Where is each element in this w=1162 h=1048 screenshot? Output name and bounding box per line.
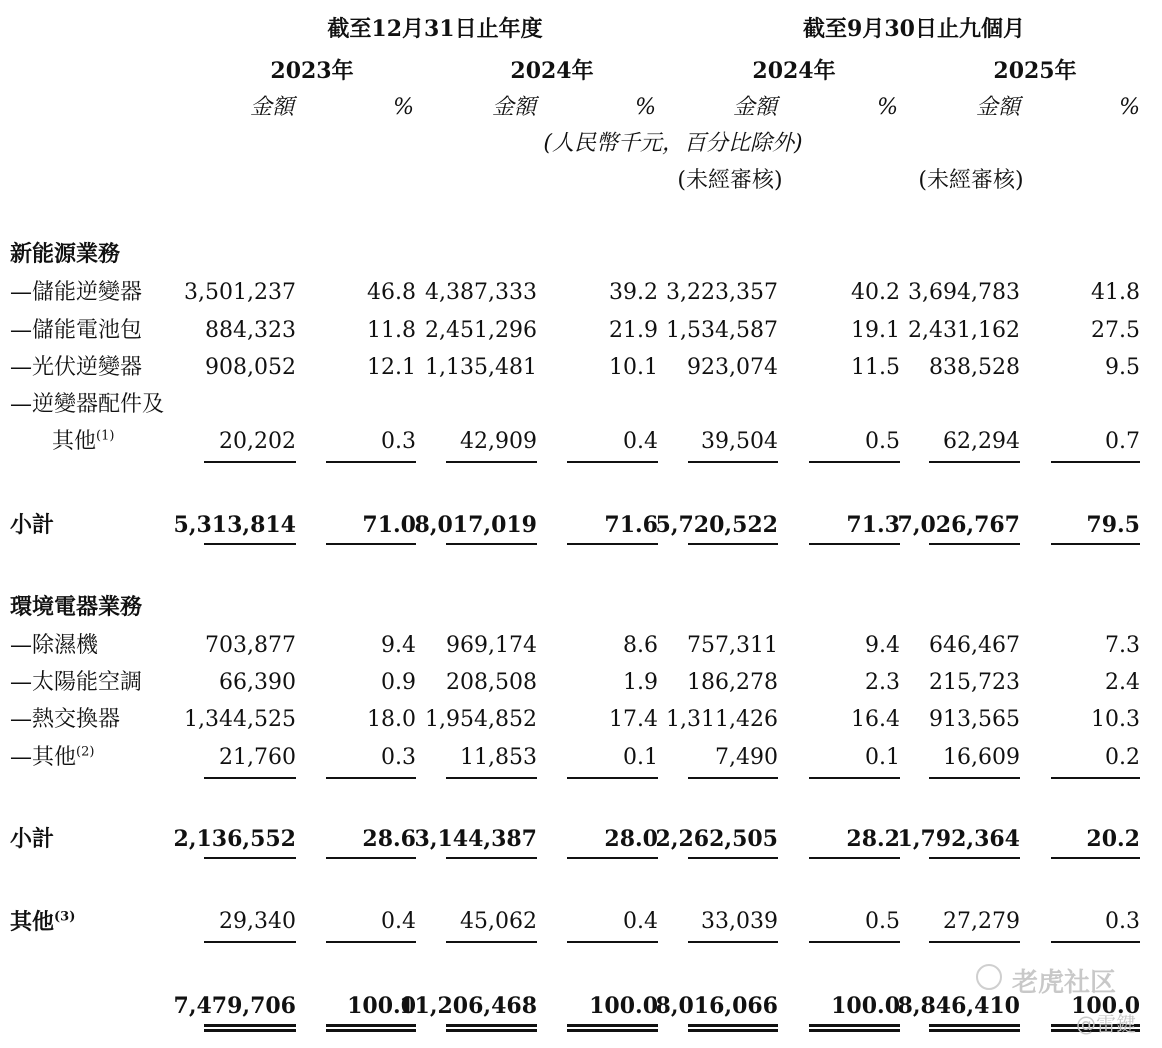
total-row-col-8: 100.0	[1071, 993, 1140, 1019]
appliance-row-1-col-2: 9.4	[381, 633, 416, 658]
appliance-row-1-col-7: 646,467	[929, 633, 1020, 658]
rule-after-subtotal-1-6	[809, 543, 900, 545]
others-row-col-2: 0.4	[381, 909, 416, 934]
new-energy-row-3-col-8: 9.5	[1105, 355, 1140, 380]
subtotal-new-energy-col-4: 71.6	[604, 512, 658, 538]
rule-double-total-4	[567, 1024, 658, 1032]
appliance-other-row-col-6: 0.1	[865, 745, 900, 770]
rule-after-others-1	[204, 941, 296, 943]
header-unaudited-1: (未經審核)	[677, 168, 783, 193]
appliance-row-3-col-5: 1,311,426	[666, 707, 778, 732]
accessory-row-col-3: 42,909	[460, 429, 537, 454]
new-energy-row-3-col-4: 10.1	[609, 355, 658, 380]
others-row-col-4: 0.4	[623, 909, 658, 934]
rule-after-others-6	[809, 941, 900, 943]
appliance-row-2-col-2: 0.9	[381, 670, 416, 695]
appliance-row-2-col-7: 215,723	[929, 670, 1020, 695]
rule-after-subtotal-2-2	[326, 857, 416, 859]
appliance-row-3-col-1: 1,344,525	[184, 707, 296, 732]
header-year-2023: 2023年	[270, 58, 354, 84]
rule-after-subtotal-2-1	[204, 857, 296, 859]
appliance-row-3-col-2: 18.0	[367, 707, 416, 732]
header-group-fy: 截至12月31日止年度	[327, 16, 543, 42]
new-energy-row-2-col-1: 884,323	[205, 318, 296, 343]
new-energy-row-3-col-5: 923,074	[687, 355, 778, 380]
rule-double-total-5	[688, 1024, 778, 1032]
row-label-new-energy-1: —儲能逆變器	[10, 280, 143, 305]
header-amount-4: 金額	[975, 95, 1020, 120]
header-pct-4: %	[1119, 95, 1140, 120]
footnote-3: (3)	[54, 909, 76, 925]
appliance-other-row-col-1: 21,760	[219, 745, 296, 770]
new-energy-row-3-col-7: 838,528	[929, 355, 1020, 380]
appliance-row-3-col-7: 913,565	[929, 707, 1020, 732]
new-energy-row-1-col-7: 3,694,783	[908, 280, 1020, 305]
subtotal-appliance-col-8: 20.2	[1086, 826, 1140, 852]
appliance-row-3-col-3: 1,954,852	[425, 707, 537, 732]
others-row-col-3: 45,062	[460, 909, 537, 934]
rule-double-total-1	[204, 1024, 296, 1032]
appliance-other-row-col-5: 7,490	[715, 745, 778, 770]
rule-before-subtotal-2-4	[567, 777, 658, 779]
accessory-row-col-1: 20,202	[219, 429, 296, 454]
rule-after-subtotal-1-1	[204, 543, 296, 545]
appliance-row-2-col-6: 2.3	[865, 670, 900, 695]
subtotal-appliance-col-3: 3,144,387	[414, 826, 537, 852]
subtotal-new-energy-col-7: 7,026,767	[897, 512, 1020, 538]
subtotal-label-new-energy: 小計	[10, 512, 55, 538]
total-row-col-3: 11,206,468	[399, 993, 537, 1019]
subtotal-label-appliance: 小計	[10, 826, 55, 852]
header-year-2024-9m: 2024年	[752, 58, 836, 84]
new-energy-row-1-col-5: 3,223,357	[666, 280, 778, 305]
accessory-row-col-7: 62,294	[943, 429, 1020, 454]
others-row-col-1: 29,340	[219, 909, 296, 934]
new-energy-row-2-col-2: 11.8	[367, 318, 416, 343]
row-label-appliance-2: —太陽能空調	[10, 670, 143, 695]
subtotal-appliance-col-5: 2,262,505	[655, 826, 778, 852]
rule-before-subtotal-1-3	[446, 461, 537, 463]
rule-before-subtotal-1-1	[204, 461, 296, 463]
total-row-col-6: 100.0	[831, 993, 900, 1019]
new-energy-row-1-col-1: 3,501,237	[184, 280, 296, 305]
subtotal-appliance-col-7: 1,792,364	[897, 826, 1020, 852]
rule-after-subtotal-1-3	[446, 543, 537, 545]
watermark-logo-icon	[976, 964, 1002, 990]
others-row-col-7: 27,279	[943, 909, 1020, 934]
row-label-accessory-line2: 其他$^{(1)}$	[52, 428, 115, 454]
appliance-other-row-col-8: 0.2	[1105, 745, 1140, 770]
rule-before-subtotal-2-1	[204, 777, 296, 779]
appliance-row-1-col-5: 757,311	[687, 633, 778, 658]
appliance-other-row-col-3: 11,853	[460, 745, 537, 770]
new-energy-row-2-col-8: 27.5	[1091, 318, 1140, 343]
rule-after-others-3	[446, 941, 537, 943]
appliance-row-1-col-3: 969,174	[446, 633, 537, 658]
rule-after-subtotal-1-4	[567, 543, 658, 545]
rule-after-subtotal-1-7	[929, 543, 1020, 545]
rule-after-others-5	[688, 941, 778, 943]
header-pct-3: %	[877, 95, 898, 120]
appliance-other-row-col-2: 0.3	[381, 745, 416, 770]
new-energy-row-3-col-1: 908,052	[205, 355, 296, 380]
rule-after-subtotal-2-5	[688, 857, 778, 859]
header-pct-2: %	[635, 95, 656, 120]
rule-before-subtotal-2-8	[1051, 777, 1140, 779]
new-energy-row-1-col-6: 40.2	[851, 280, 900, 305]
header-amount-1: 金額	[249, 95, 294, 120]
rule-after-others-2	[326, 941, 416, 943]
others-row-col-6: 0.5	[865, 909, 900, 934]
header-pct-1: %	[393, 95, 414, 120]
new-energy-row-2-col-6: 19.1	[851, 318, 900, 343]
subtotal-appliance-col-6: 28.2	[846, 826, 900, 852]
rule-before-subtotal-2-3	[446, 777, 537, 779]
new-energy-row-2-col-4: 21.9	[609, 318, 658, 343]
rule-before-subtotal-2-5	[688, 777, 778, 779]
new-energy-row-1-col-3: 4,387,333	[425, 280, 537, 305]
rule-before-subtotal-1-8	[1051, 461, 1140, 463]
subtotal-new-energy-col-2: 71.0	[362, 512, 416, 538]
subtotal-new-energy-col-1: 5,313,814	[173, 512, 296, 538]
accessory-row-col-4: 0.4	[623, 429, 658, 454]
appliance-row-2-col-5: 186,278	[687, 670, 778, 695]
appliance-row-1-col-1: 703,877	[205, 633, 296, 658]
appliance-row-1-col-4: 8.6	[623, 633, 658, 658]
header-unaudited-2: (未經審核)	[918, 168, 1024, 193]
row-label-accessory-line1: —逆變器配件及	[10, 392, 165, 417]
appliance-row-3-col-8: 10.3	[1091, 707, 1140, 732]
subtotal-appliance-col-2: 28.6	[362, 826, 416, 852]
subtotal-appliance-col-1: 2,136,552	[173, 826, 296, 852]
row-label-appliance-other: —其他$^{(2)}$	[10, 744, 95, 770]
rule-double-total-2	[326, 1024, 416, 1032]
rule-after-subtotal-1-8	[1051, 543, 1140, 545]
total-row-col-7: 8,846,410	[897, 993, 1020, 1019]
new-energy-row-1-col-2: 46.8	[367, 280, 416, 305]
new-energy-row-3-col-6: 11.5	[851, 355, 900, 380]
row-label-appliance-3: —熱交換器	[10, 707, 121, 732]
new-energy-row-2-col-7: 2,431,162	[908, 318, 1020, 343]
subtotal-new-energy-col-5: 5,720,522	[655, 512, 778, 538]
subtotal-new-energy-col-3: 8,017,019	[414, 512, 537, 538]
accessory-row-col-2: 0.3	[381, 429, 416, 454]
appliance-row-2-col-1: 66,390	[219, 670, 296, 695]
appliance-row-3-col-6: 16.4	[851, 707, 900, 732]
rule-after-subtotal-2-4	[567, 857, 658, 859]
others-row-col-8: 0.3	[1105, 909, 1140, 934]
others-row-col-5: 33,039	[701, 909, 778, 934]
rule-after-subtotal-2-8	[1051, 857, 1140, 859]
rule-before-subtotal-2-7	[929, 777, 1020, 779]
rule-before-subtotal-2-6	[809, 777, 900, 779]
rule-after-subtotal-1-2	[326, 543, 416, 545]
header-unit-note: (人民幣千元，百分比除外)	[543, 131, 803, 156]
new-energy-row-1-col-4: 39.2	[609, 280, 658, 305]
rule-after-others-7	[929, 941, 1020, 943]
rule-before-subtotal-1-7	[929, 461, 1020, 463]
appliance-row-2-col-3: 208,508	[446, 670, 537, 695]
row-label-new-energy-3: —光伏逆變器	[10, 355, 143, 380]
total-row-col-2: 100.0	[347, 993, 416, 1019]
new-energy-row-2-col-3: 2,451,296	[425, 318, 537, 343]
rule-after-subtotal-2-3	[446, 857, 537, 859]
rule-double-total-3	[446, 1024, 537, 1032]
row-label-new-energy-2: —儲能電池包	[10, 318, 143, 343]
rule-after-subtotal-2-6	[809, 857, 900, 859]
watermark-brand: 老虎社区	[1012, 968, 1117, 998]
appliance-row-1-col-8: 7.3	[1105, 633, 1140, 658]
rule-before-subtotal-1-6	[809, 461, 900, 463]
appliance-row-1-col-6: 9.4	[865, 633, 900, 658]
accessory-row-col-5: 39,504	[701, 429, 778, 454]
header-year-2024-fy: 2024年	[510, 58, 594, 84]
header-amount-2: 金額	[491, 95, 536, 120]
total-row-col-5: 8,016,066	[655, 993, 778, 1019]
new-energy-row-2-col-5: 1,534,587	[666, 318, 778, 343]
rule-after-subtotal-1-5	[688, 543, 778, 545]
subtotal-new-energy-col-8: 79.5	[1086, 512, 1140, 538]
appliance-other-row-col-7: 16,609	[943, 745, 1020, 770]
new-energy-row-3-col-2: 12.1	[367, 355, 416, 380]
subtotal-new-energy-col-6: 71.3	[846, 512, 900, 538]
rule-double-total-6	[809, 1024, 900, 1032]
accessory-row-col-6: 0.5	[865, 429, 900, 454]
subtotal-appliance-col-4: 28.0	[604, 826, 658, 852]
header-group-9m: 截至9月30日止九個月	[803, 16, 1025, 42]
section-title-appliance: 環境電器業務	[10, 594, 143, 620]
new-energy-row-1-col-8: 41.8	[1091, 280, 1140, 305]
total-row-col-4: 100.0	[589, 993, 658, 1019]
rule-double-total-7	[929, 1024, 1020, 1032]
appliance-row-2-col-4: 1.9	[623, 670, 658, 695]
rule-after-subtotal-2-7	[929, 857, 1020, 859]
new-energy-row-3-col-3: 1,135,481	[425, 355, 537, 380]
row-label-appliance-1: —除濕機	[10, 633, 99, 658]
appliance-row-2-col-8: 2.4	[1105, 670, 1140, 695]
rule-after-others-8	[1051, 941, 1140, 943]
footnote-1: (1)	[96, 428, 115, 444]
header-amount-3: 金額	[732, 95, 777, 120]
footnote-2: (2)	[76, 744, 95, 760]
total-row-col-1: 7,479,706	[173, 993, 296, 1019]
appliance-other-row-col-4: 0.1	[623, 745, 658, 770]
header-year-2025: 2025年	[993, 58, 1077, 84]
rule-before-subtotal-1-5	[688, 461, 778, 463]
row-label-others: 其他$^{(3)}$	[10, 909, 76, 935]
appliance-row-3-col-4: 17.4	[609, 707, 658, 732]
section-title-new-energy: 新能源業務	[10, 241, 121, 267]
rule-before-subtotal-1-4	[567, 461, 658, 463]
accessory-row-col-8: 0.7	[1105, 429, 1140, 454]
watermark-author: @雷鍵	[1076, 1012, 1136, 1036]
rule-before-subtotal-1-2	[326, 461, 416, 463]
rule-before-subtotal-2-2	[326, 777, 416, 779]
rule-after-others-4	[567, 941, 658, 943]
